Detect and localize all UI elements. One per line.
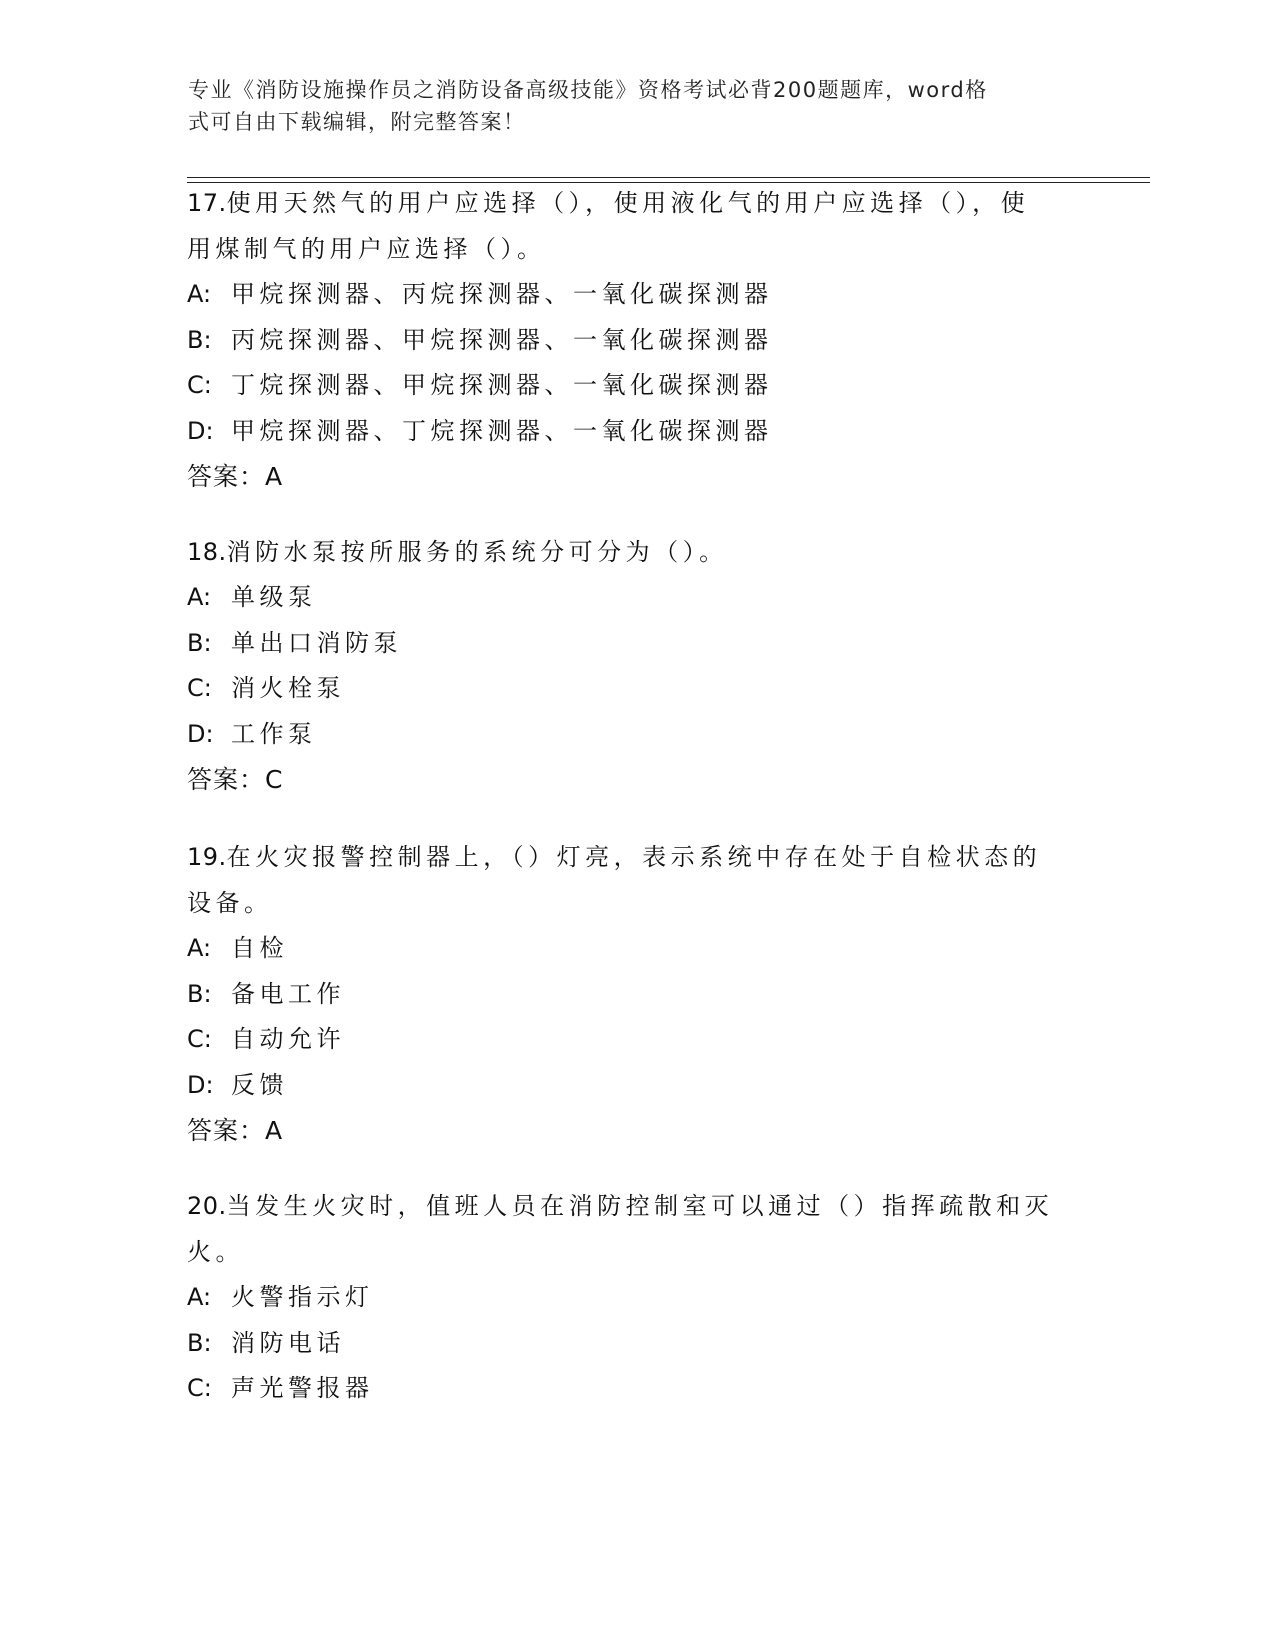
option-text: 声光警报器 bbox=[231, 1374, 374, 1402]
option-text: 丁烷探测器、甲烷探测器、一氧化碳探测器 bbox=[231, 371, 773, 399]
option-text: 自检 bbox=[231, 934, 288, 962]
question-stem-line: 使用天然气的用户应选择（），使用液化气的用户应选择（），使 bbox=[226, 189, 1030, 217]
question-stem-line: 当发生火灾时，值班人员在消防控制室可以通过（）指挥疏散和灭 bbox=[226, 1192, 1054, 1220]
option-key: B: bbox=[187, 1328, 212, 1357]
option-text: 消火栓泵 bbox=[231, 674, 345, 702]
option-key: A: bbox=[187, 934, 212, 962]
question-stem-line: 在火灾报警控制器上，（）灯亮，表示系统中存在处于自检状态的 bbox=[226, 843, 1042, 871]
option-text: 甲烷探测器、丙烷探测器、一氧化碳探测器 bbox=[231, 280, 773, 308]
answer-line: 答案：A bbox=[187, 1116, 284, 1145]
question-stem-line: 设备。 bbox=[187, 889, 273, 917]
option-a bbox=[187, 926, 1087, 972]
option-key: D: bbox=[187, 1070, 214, 1099]
option-c bbox=[187, 1366, 1087, 1412]
question-stem bbox=[187, 529, 1087, 575]
option-a bbox=[187, 1275, 1087, 1321]
question-stem bbox=[187, 834, 1087, 880]
option-text: 消防电话 bbox=[231, 1328, 345, 1357]
option-d bbox=[187, 712, 1087, 758]
question-stem-line: 消防水泵按所服务的系统分可分为（）。 bbox=[226, 538, 728, 566]
option-key: C: bbox=[187, 371, 212, 399]
option-text: 甲烷探测器、丁烷探测器、一氧化碳探测器 bbox=[231, 416, 773, 445]
option-key: D: bbox=[187, 719, 214, 748]
option-c bbox=[187, 363, 1087, 409]
option-c bbox=[187, 1017, 1087, 1063]
option-text: 丙烷探测器、甲烷探测器、一氧化碳探测器 bbox=[231, 325, 773, 354]
option-key: B: bbox=[187, 628, 212, 657]
option-text: 反馈 bbox=[231, 1070, 288, 1099]
option-key: A: bbox=[187, 583, 212, 611]
question-number: 18. bbox=[187, 538, 227, 566]
question-number: 19. bbox=[187, 843, 227, 871]
question-stem-line: 用煤制气的用户应选择（）。 bbox=[187, 235, 546, 263]
document-header bbox=[188, 74, 1068, 138]
option-key: A: bbox=[187, 1283, 212, 1311]
option-b bbox=[187, 621, 1087, 667]
question-number: 17. bbox=[187, 189, 227, 217]
option-text: 单级泵 bbox=[231, 583, 317, 611]
header-divider-top bbox=[187, 177, 1150, 178]
answer-line: 答案：C bbox=[187, 765, 284, 794]
option-text: 火警指示灯 bbox=[231, 1283, 374, 1311]
option-text: 工作泵 bbox=[231, 719, 317, 748]
option-a bbox=[187, 272, 1087, 318]
option-key: B: bbox=[187, 979, 212, 1008]
option-c bbox=[187, 666, 1087, 712]
option-d bbox=[187, 409, 1087, 455]
question-20 bbox=[187, 1183, 1087, 1412]
option-key: C: bbox=[187, 674, 212, 702]
option-d bbox=[187, 1063, 1087, 1109]
question-17 bbox=[187, 180, 1087, 500]
option-text: 备电工作 bbox=[231, 979, 345, 1008]
option-a bbox=[187, 575, 1087, 621]
header-line-1: 专业《消防设施操作员之消防设备高级技能》资格考试必背200题题库，word格 bbox=[188, 78, 988, 102]
option-key: C: bbox=[187, 1374, 212, 1402]
question-19 bbox=[187, 834, 1087, 1154]
question-stem-line: 火。 bbox=[187, 1238, 244, 1266]
question-18 bbox=[187, 529, 1087, 803]
answer-line: 答案：A bbox=[187, 462, 284, 491]
option-b bbox=[187, 972, 1087, 1018]
option-text: 单出口消防泵 bbox=[231, 628, 402, 657]
question-stem bbox=[187, 1183, 1087, 1229]
question-stem bbox=[187, 180, 1087, 226]
question-number: 20. bbox=[187, 1192, 227, 1220]
option-b bbox=[187, 1321, 1087, 1367]
option-key: D: bbox=[187, 416, 214, 445]
option-key: A: bbox=[187, 280, 212, 308]
option-key: B: bbox=[187, 325, 212, 354]
option-key: C: bbox=[187, 1025, 212, 1053]
header-line-2: 式可自由下载编辑，附完整答案！ bbox=[188, 110, 526, 134]
option-text: 自动允许 bbox=[231, 1025, 345, 1053]
option-b bbox=[187, 318, 1087, 364]
